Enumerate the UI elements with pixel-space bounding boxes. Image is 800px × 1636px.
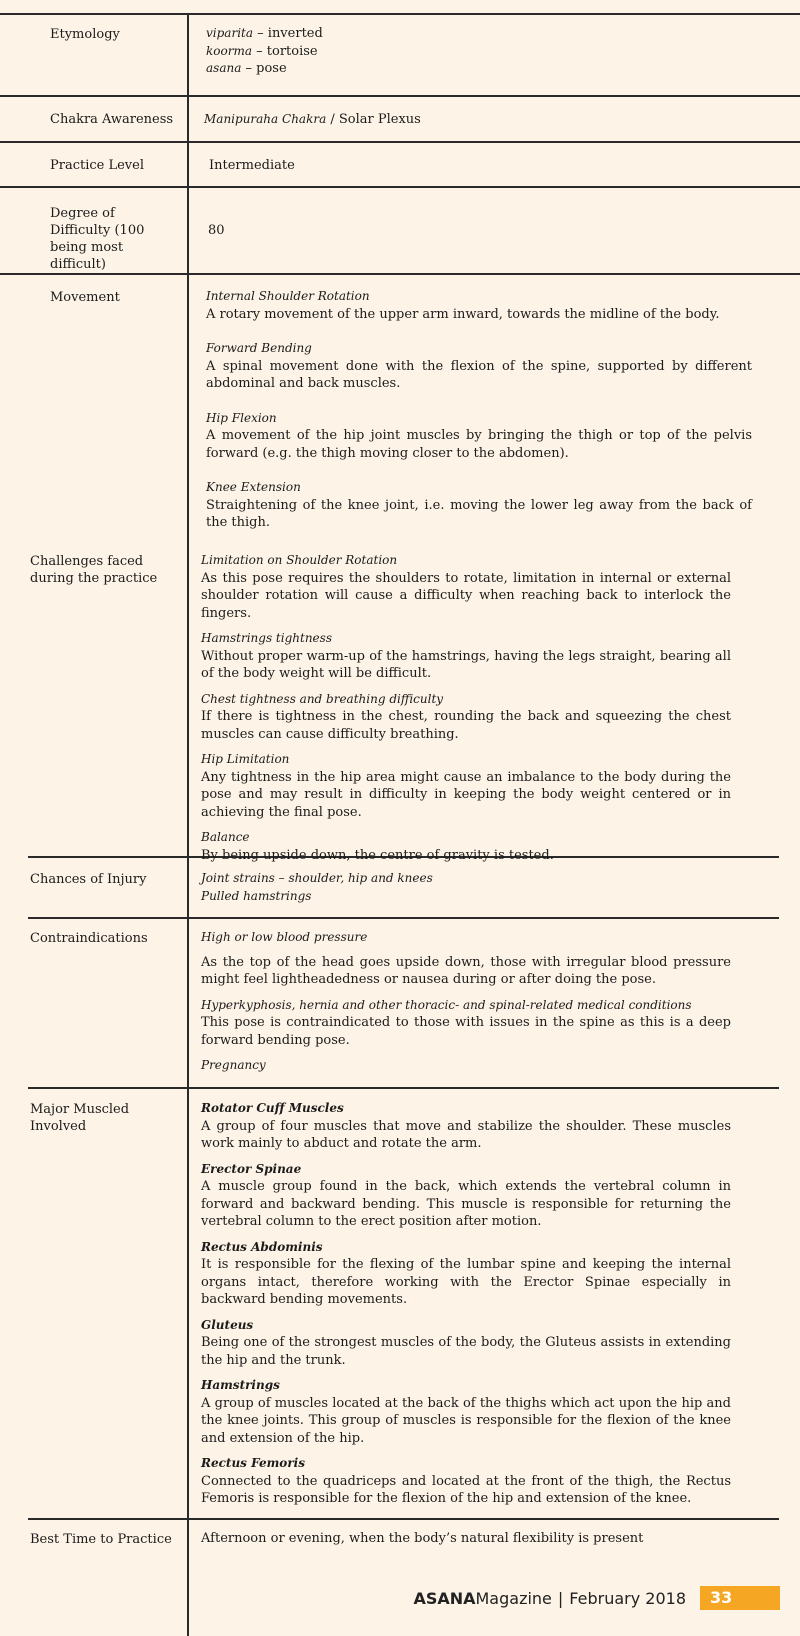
muscles-content [201,1100,731,1508]
rule [0,273,800,275]
injury-content [201,870,741,905]
difficulty-value: 80 [208,223,225,238]
muscle-item: Erector Spinae A muscle group found in the back, which extends the vertebral column in forward and backward bending. This muscle is responsible for returning the vertebral column to the erect position after motion. [201,1161,731,1229]
rule [0,186,800,188]
etymology-line: koorma – tortoise [206,43,318,59]
muscle-item: Rectus Abdominis It is responsible for the flexing of the lumbar spine and keeping the internal organs intact, therefore working with the Erector Spinae especially in backward bending movements. [201,1239,731,1307]
muscle-item: Hamstrings A group of muscles located at the back of the thighs which act upon the hip and the knee joints. This group of muscles is responsible for the flexion of the knee and extension of the hip. [201,1378,731,1446]
challenges-label: Challenges faced during the practice [30,554,158,586]
rule [0,13,800,15]
contra-item: High or low blood pressure As the top of the head goes upside down, those with irregular blood pressure might feel lightheadedness or nausea during or after doing the pose. [201,930,731,987]
movement-item: Hip Flexion A movement of the hip joint muscles by bringing the thigh or top of the pelvis forward (e.g. the thigh moving closer to the abdomen). [206,410,752,461]
rule [0,95,800,97]
footer-date: February 2018 [569,1588,686,1608]
practice-level-value: Intermediate [209,158,295,173]
difficulty-label: Degree of Difficulty (100 being most difficult) [50,206,145,272]
footer [413,1586,780,1610]
muscles-label: Major Muscled Involved [30,1102,130,1134]
best-time-value: Afternoon or evening, when the body’s natural flexibility is present [201,1531,644,1546]
rule [0,141,800,143]
footer-brand: ASANA [413,1588,476,1608]
contra-item: Hyperkyphosis, hernia and other thoracic- and spinal-related medical conditions This pose is contraindicated to those with issues in the spine as this is a deep forward bending pose. [201,997,731,1048]
injury-label: Chances of Injury [30,872,147,887]
challenge-item: Chest tightness and breathing difficulty If there is tightness in the chest, rounding the back and squeezing the chest muscles can cause difficulty breathing. [201,691,731,742]
challenge-item: Hip Limitation Any tightness in the hip area might cause an imbalance to the body during the pose and may result in difficulty in keeping the body weight centered or in achieving the final pose. [201,752,731,820]
challenges-content [201,552,731,864]
chakra-label: Chakra Awareness [50,112,174,127]
rule [28,1087,779,1089]
contraindications-content [201,929,731,1075]
practice-level-label: Practice Level [50,158,145,173]
challenge-item: Limitation on Shoulder Rotation As this pose requires the shoulders to rotate, limitation in internal or external shoulder rotation will cause a difficulty when reaching back to interlock the fingers. [201,553,731,621]
page-number: 33 [700,1586,780,1610]
muscle-item: Rotator Cuff Muscles A group of four muscles that move and stabilize the shoulder. These muscles work mainly to abduct and rotate the arm. [201,1101,731,1151]
etymology-line: viparita – inverted [206,26,323,41]
injury-line: Joint strains – shoulder, hip and knees [201,871,433,885]
movement-item: Internal Shoulder Rotation A rotary movement of the upper arm inward, towards the midline of the body. [206,289,720,322]
injury-line: Pulled hamstrings [201,888,312,903]
etymology-label: Etymology [50,27,120,42]
contra-item: Pregnancy [201,1058,266,1072]
etymology-content [206,25,766,78]
rule [28,917,779,919]
movement-label: Movement [50,290,120,305]
challenge-item: Hamstrings tightness Without proper warm-up of the hamstrings, having the legs straight, bearing all of the body weight will be difficult. [201,631,731,681]
footer-separator: | [557,1588,564,1608]
column-divider [187,13,189,1636]
rule [28,1518,779,1520]
contraindications-label: Contraindications [30,931,148,946]
movement-content [206,288,752,532]
chakra-value: Manipuraha Chakra / Solar Plexus [204,112,421,127]
best-time-label: Best Time to Practice [30,1532,172,1547]
muscle-item: Rectus Femoris Connected to the quadriceps and located at the front of the thigh, the Rectus Femoris is responsible for the flexion of the hip and extension of the knee. [201,1456,731,1506]
challenge-item: Balance By being upside down, the centre of gravity is tested. [201,830,554,863]
etymology-line: asana – pose [206,61,287,76]
movement-item: Knee Extension Straightening of the knee joint, i.e. moving the lower leg away from the back of the thigh. [206,480,752,530]
muscle-item: Gluteus Being one of the strongest muscles of the body, the Gluteus assists in extending the hip and the trunk. [201,1317,731,1368]
movement-item: Forward Bending A spinal movement done with the flexion of the spine, supported by different abdominal and back muscles. [206,341,752,391]
footer-magazine: Magazine [475,1588,552,1608]
